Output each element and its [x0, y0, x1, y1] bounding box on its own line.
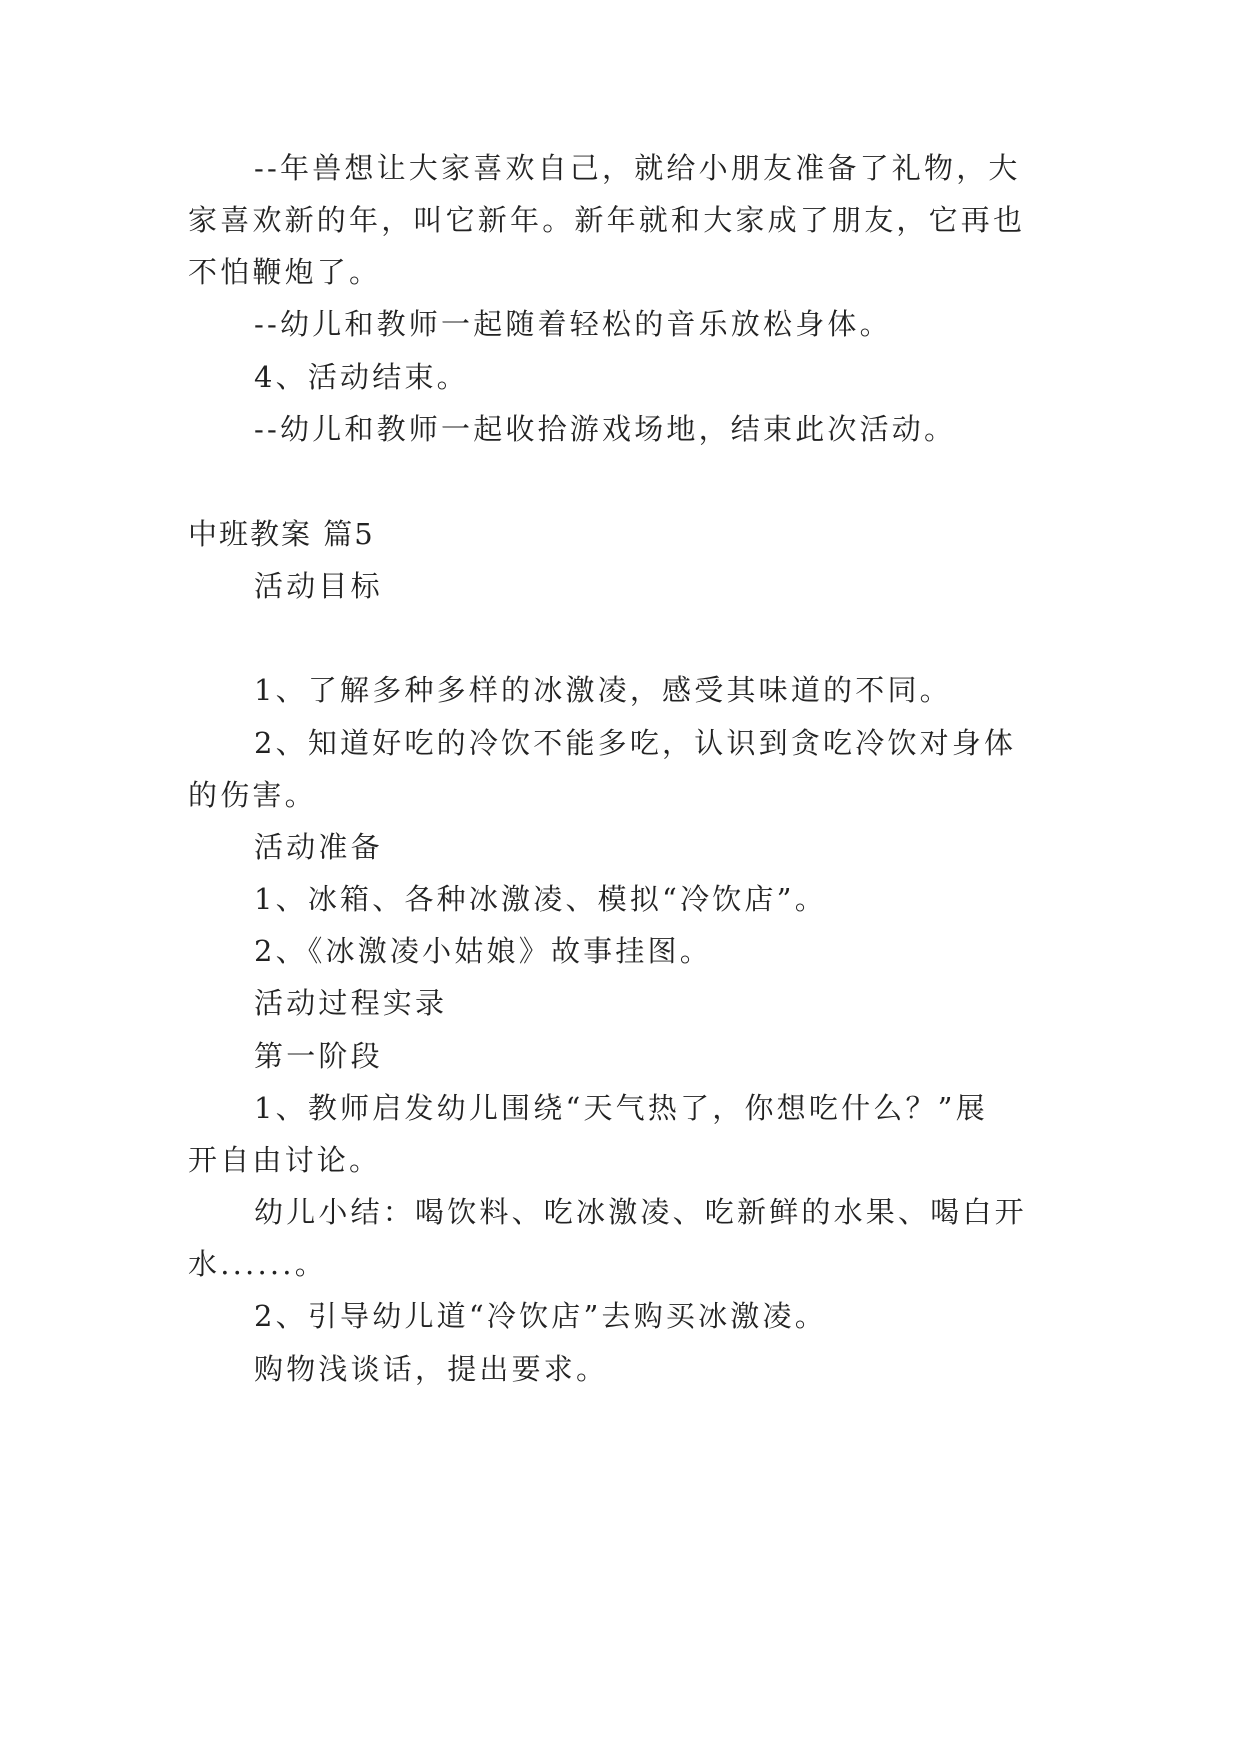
list-item: 2、知道好吃的冷饮不能多吃，认识到贪吃冷饮对身体: [254, 726, 1017, 760]
subsection-heading: 活动准备: [254, 830, 383, 864]
paragraph-line: 不怕鞭炮了。: [188, 255, 382, 289]
subsection-heading: 活动目标: [254, 569, 383, 603]
subsection-heading: 活动过程实录: [254, 986, 448, 1020]
step-heading: 4、活动结束。: [254, 360, 469, 394]
paragraph-line: 购物浅谈话，提出要求。: [254, 1352, 609, 1386]
list-item: 1、教师启发幼儿围绕“天气热了，你想吃什么？”展: [254, 1091, 988, 1125]
paragraph-line: 水......。: [188, 1247, 327, 1281]
list-item: 2、《冰激凌小姑娘》故事挂图。: [254, 934, 712, 968]
paragraph-line: 家喜欢新的年，叫它新年。新年就和大家成了朋友，它再也: [188, 203, 1026, 237]
paragraph-line: 幼儿小结：喝饮料、吃冰激凌、吃新鲜的水果、喝白开: [254, 1195, 1027, 1229]
paragraph-line: --幼儿和教师一起随着轻松的音乐放松身体。: [254, 307, 892, 341]
section-title: 中班教案 篇5: [188, 517, 375, 551]
list-item: 2、引导幼儿道“冷饮店”去购买冰激凌。: [254, 1299, 827, 1333]
paragraph-line: 开自由讨论。: [188, 1143, 382, 1177]
paragraph-line: --年兽想让大家喜欢自己，就给小朋友准备了礼物，大: [254, 151, 1021, 185]
stage-heading: 第一阶段: [254, 1039, 383, 1073]
paragraph-line: 的伤害。: [188, 778, 317, 812]
list-item: 1、冰箱、各种冰激凌、模拟“冷饮店”。: [254, 882, 827, 916]
list-item: 1、了解多种多样的冰激凌，感受其味道的不同。: [254, 673, 952, 707]
paragraph-line: --幼儿和教师一起收拾游戏场地，结束此次活动。: [254, 412, 957, 446]
